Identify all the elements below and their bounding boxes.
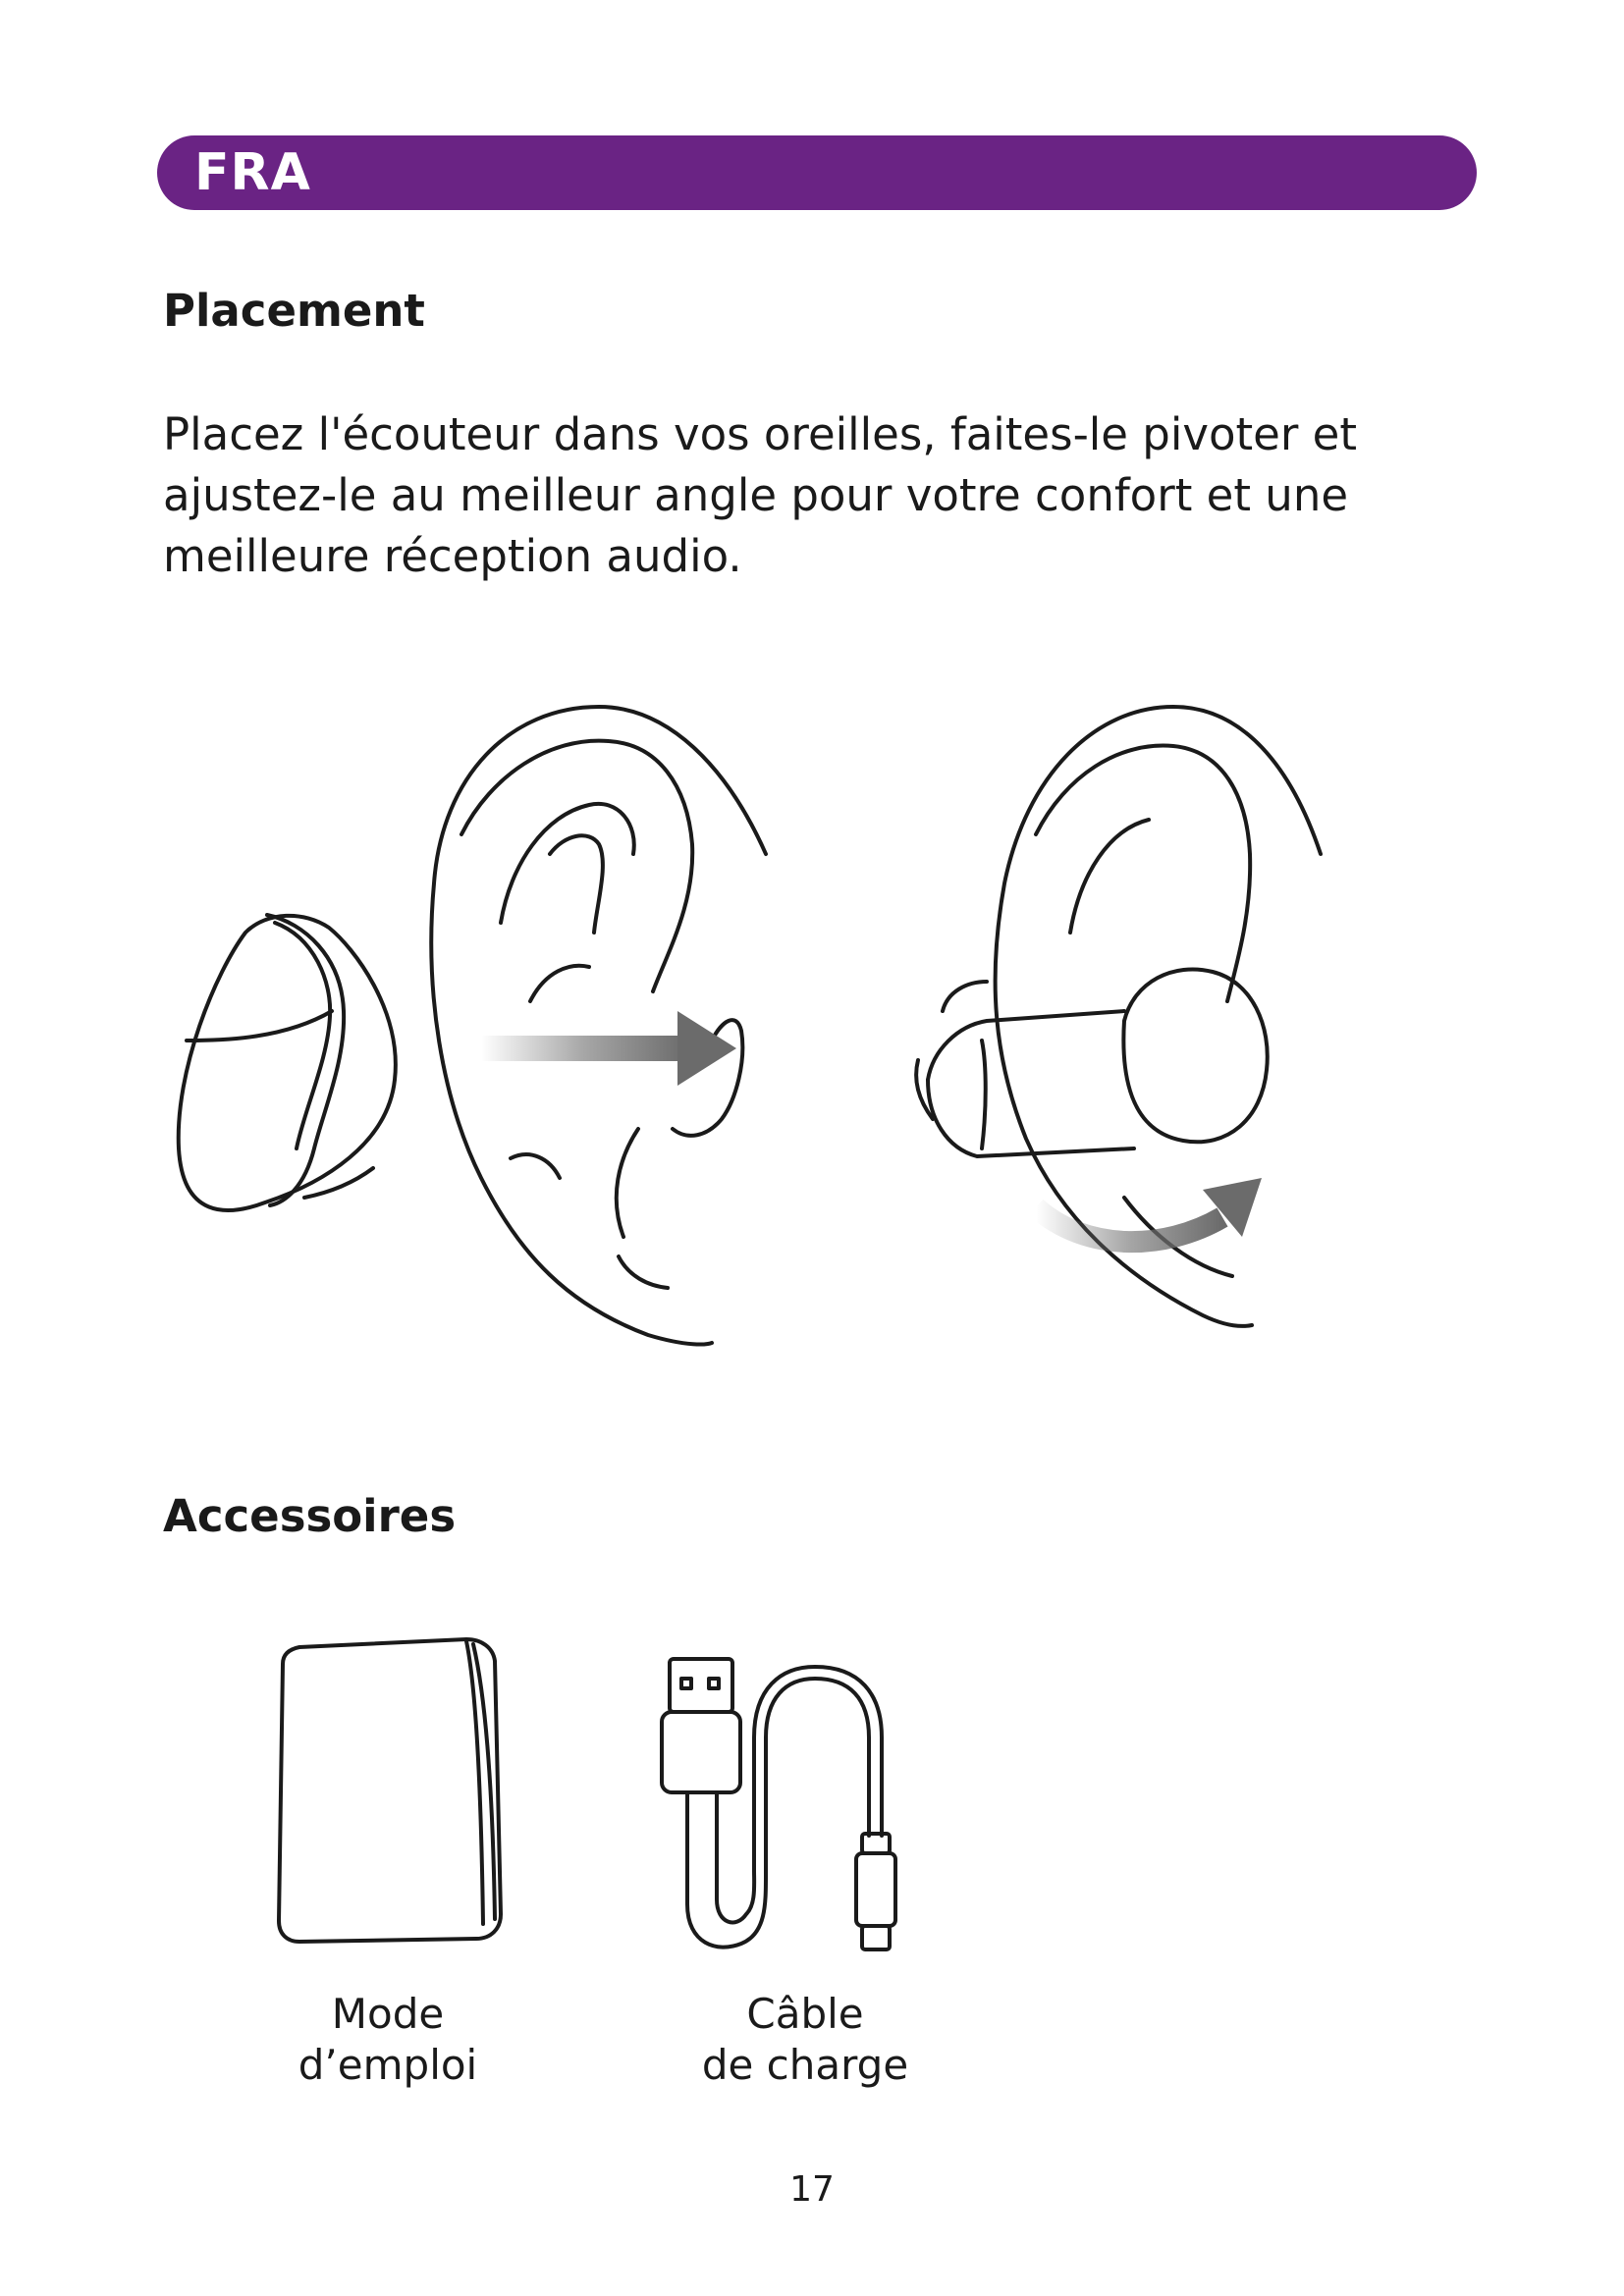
- caption-manual-line2: d’emploi: [298, 2041, 478, 2089]
- page-number: 17: [789, 2169, 835, 2210]
- language-banner: [157, 135, 1477, 210]
- placement-text: Placez l'écouteur dans vos oreilles, faites-le pivoter et ajustez-le au meilleur angle pour votre confort et une meilleure réception audio.: [163, 408, 1357, 582]
- caption-manual: [265, 1989, 511, 2091]
- usb-cable-icon: [648, 1649, 943, 1973]
- accessories-heading: Accessoires: [163, 1490, 457, 1542]
- placement-heading: Placement: [163, 285, 425, 337]
- ear-icon: [431, 707, 766, 1345]
- arrow-right-icon: [481, 1011, 736, 1086]
- earbud-insert-illustration: [157, 687, 785, 1355]
- caption-cable-line2: de charge: [701, 2041, 909, 2089]
- earbud-rotate-illustration: [889, 687, 1438, 1355]
- caption-manual-line1: Mode: [331, 1990, 445, 2038]
- earbud-worn-icon: [916, 969, 1268, 1156]
- caption-cable-line1: Câble: [746, 1990, 864, 2038]
- language-code: FRA: [194, 143, 311, 202]
- manual-icon: [265, 1629, 511, 1953]
- caption-cable: [668, 1989, 943, 2091]
- earbud-icon: [179, 915, 396, 1210]
